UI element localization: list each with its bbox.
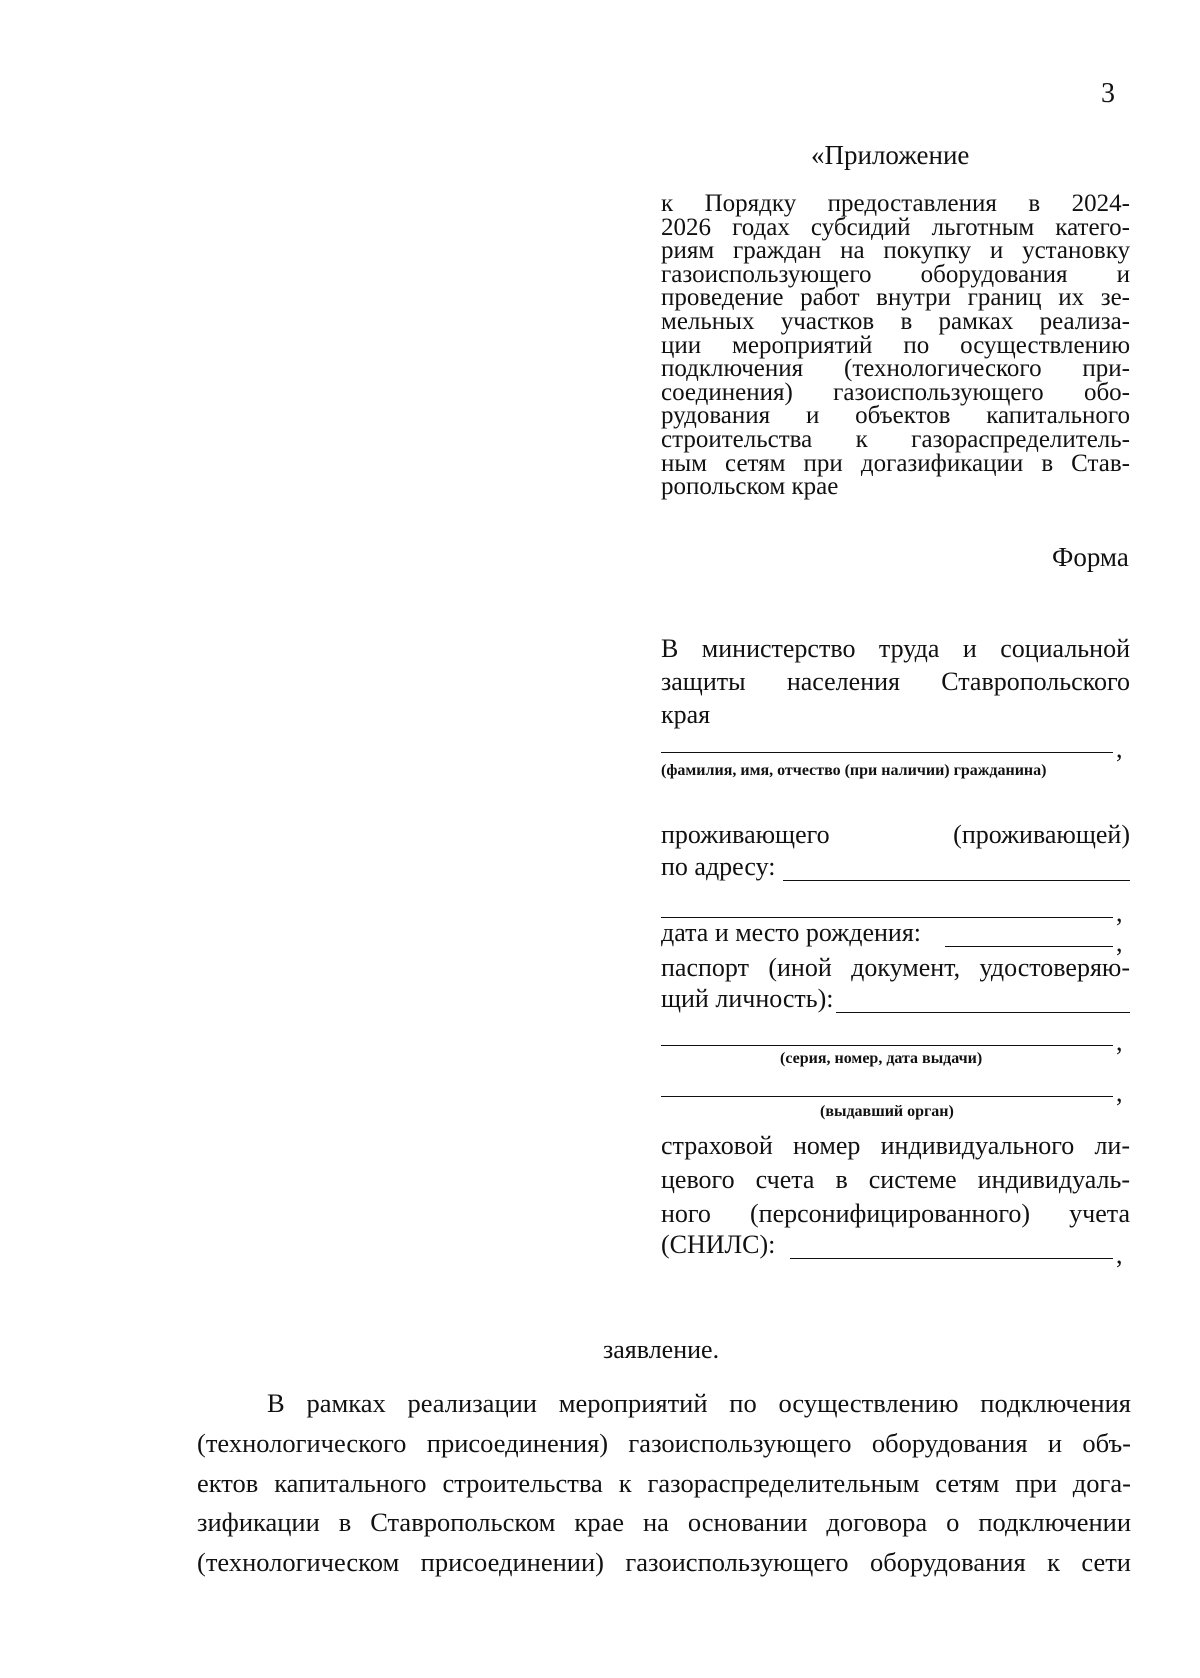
passport-block [661,951,1130,984]
addressee-line-2: защиты населения Ставропольского [661,667,1130,696]
comma: , [1116,1078,1123,1107]
body-line: (технологическом присоединении) газоиспользующего оборудования к сети [197,1547,1131,1578]
passport-field-line-2[interactable] [661,1045,1113,1046]
body-line: ектов капитального строительства к газораспределительным сетям при дога- [197,1467,1131,1498]
passport-line-1: паспорт (иной документ, удостоверяю- [661,953,1130,982]
annex-line: ным сетям при догазификации в Став- [661,449,1130,477]
annex-line: 2026 годах субсидий льготным катего- [661,213,1130,241]
annex-line: проведение работ внутри границ их зе- [661,284,1130,312]
body-line: В рамках реализации мероприятий по осуществлению подключения [267,1388,1131,1418]
annex-heading: «Приложение [811,140,970,170]
residing-word-alt: (проживающей) [953,820,1130,849]
snils-line-1: страховой номер индивидуального ли- [661,1131,1130,1160]
body-text [197,1384,1131,1583]
annex-line: подключения (технологического при- [661,355,1130,383]
address-label: по адресу: [661,852,776,881]
passport-caption: (серия, номер, дата выдачи) [780,1050,983,1067]
page-number: 3 [1101,78,1115,109]
issuer-field-line[interactable] [661,1096,1113,1097]
form-label: Форма [1052,542,1129,572]
document-title: заявление. [603,1335,720,1364]
issuer-caption: (выдавший орган) [820,1103,954,1120]
snils-field-line[interactable] [790,1258,1113,1259]
annex-line: строительства к газораспределитель- [661,425,1130,453]
annex-line: ции мероприятий по осуществлению [661,331,1130,359]
birth-label: дата и место рождения: [661,918,922,947]
addressee-line-3: края [661,700,711,729]
annex-text [661,192,1130,499]
snils-label: (СНИЛС): [661,1230,776,1259]
address-field-line[interactable] [783,880,1130,881]
comma: , [1116,898,1123,927]
annex-line: мельных участков в рамках реализа- [661,307,1130,335]
comma: , [1116,1027,1123,1056]
comma: , [1116,928,1123,957]
snils-line-3: ного (персонифицированного) учета [661,1199,1130,1228]
snils-line-2: цевого счета в системе индивидуаль- [661,1165,1130,1194]
annex-line: к Порядку предоставления в 2024- [661,190,1130,217]
passport-field-line[interactable] [836,1012,1130,1013]
comma: , [1116,734,1123,763]
residing-label [661,818,1130,851]
addressee-block [661,632,1130,731]
annex-line: рудования и объектов капитального [661,402,1130,430]
body-line: (технологического присоединения) газоиспользующего оборудования и объ- [197,1427,1131,1458]
comma: , [1116,1240,1123,1269]
name-caption: (фамилия, имя, отчество (при наличии) гражданина) [661,762,1047,779]
residing-row [661,818,1130,851]
birth-field-line[interactable] [945,946,1113,947]
annex-line: газоиспользующего оборудования и [661,260,1130,288]
body-line: зификации в Ставропольском крае на основании договора о подключении [197,1507,1131,1538]
annex-line: соединения) газоиспользующего обо- [661,378,1130,406]
annex-line: риям граждан на покупку и установку [661,237,1130,265]
addressee-line-1: В министерство труда и социальной [661,634,1130,663]
snils-block [661,1129,1130,1231]
name-field-line[interactable] [661,752,1113,753]
residing-word: проживающего [661,820,830,849]
passport-label: щий личность): [661,984,834,1013]
annex-line: ропольском крае [661,473,839,501]
